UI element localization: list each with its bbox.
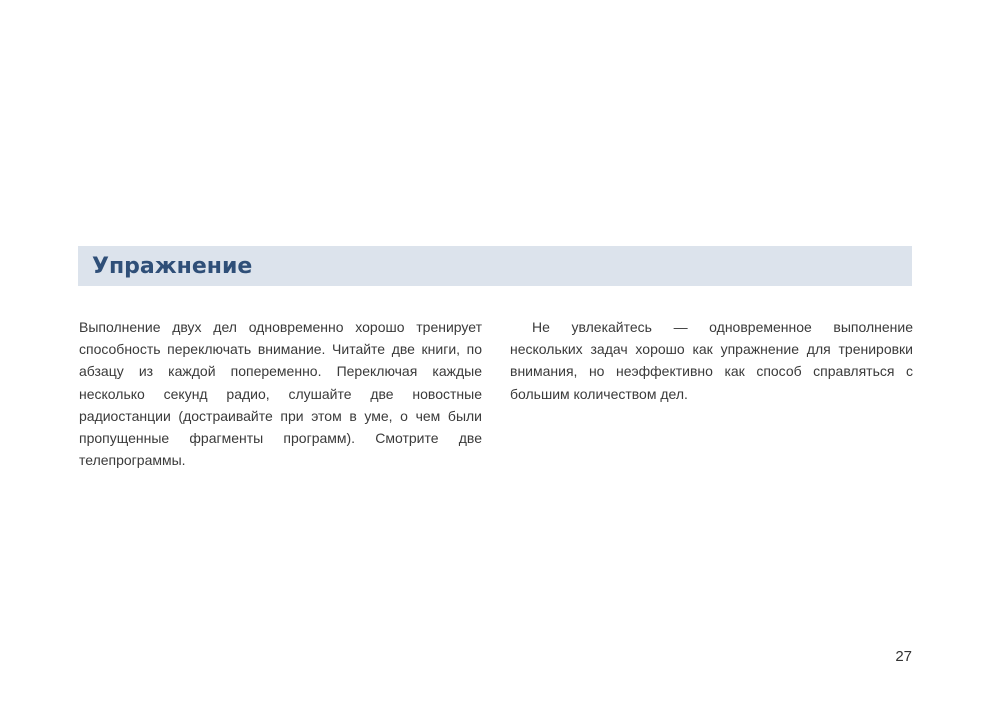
- section-header-bar: [78, 246, 912, 286]
- left-column-paragraph: Выполнение двух дел одновременно хорошо тренирует способность переключать внимание. Читайте две книги, по абзацу из каждой попеременно. Переключая каждые несколько секунд радио, слушайте две новостные радиостанции (достраивайте при этом в уме, о чем были пропущенные фрагменты программ). Смотрите две телепрограммы.: [79, 319, 482, 469]
- section-title: Упражнение: [92, 253, 253, 279]
- page-number: 27: [895, 648, 912, 665]
- right-column-paragraph: Не увлекайтесь — одновременное выполнение нескольких задач хорошо как упражнение для тренировки внимания, но неэффективно как способ справляться с большим количеством дел.: [510, 319, 913, 402]
